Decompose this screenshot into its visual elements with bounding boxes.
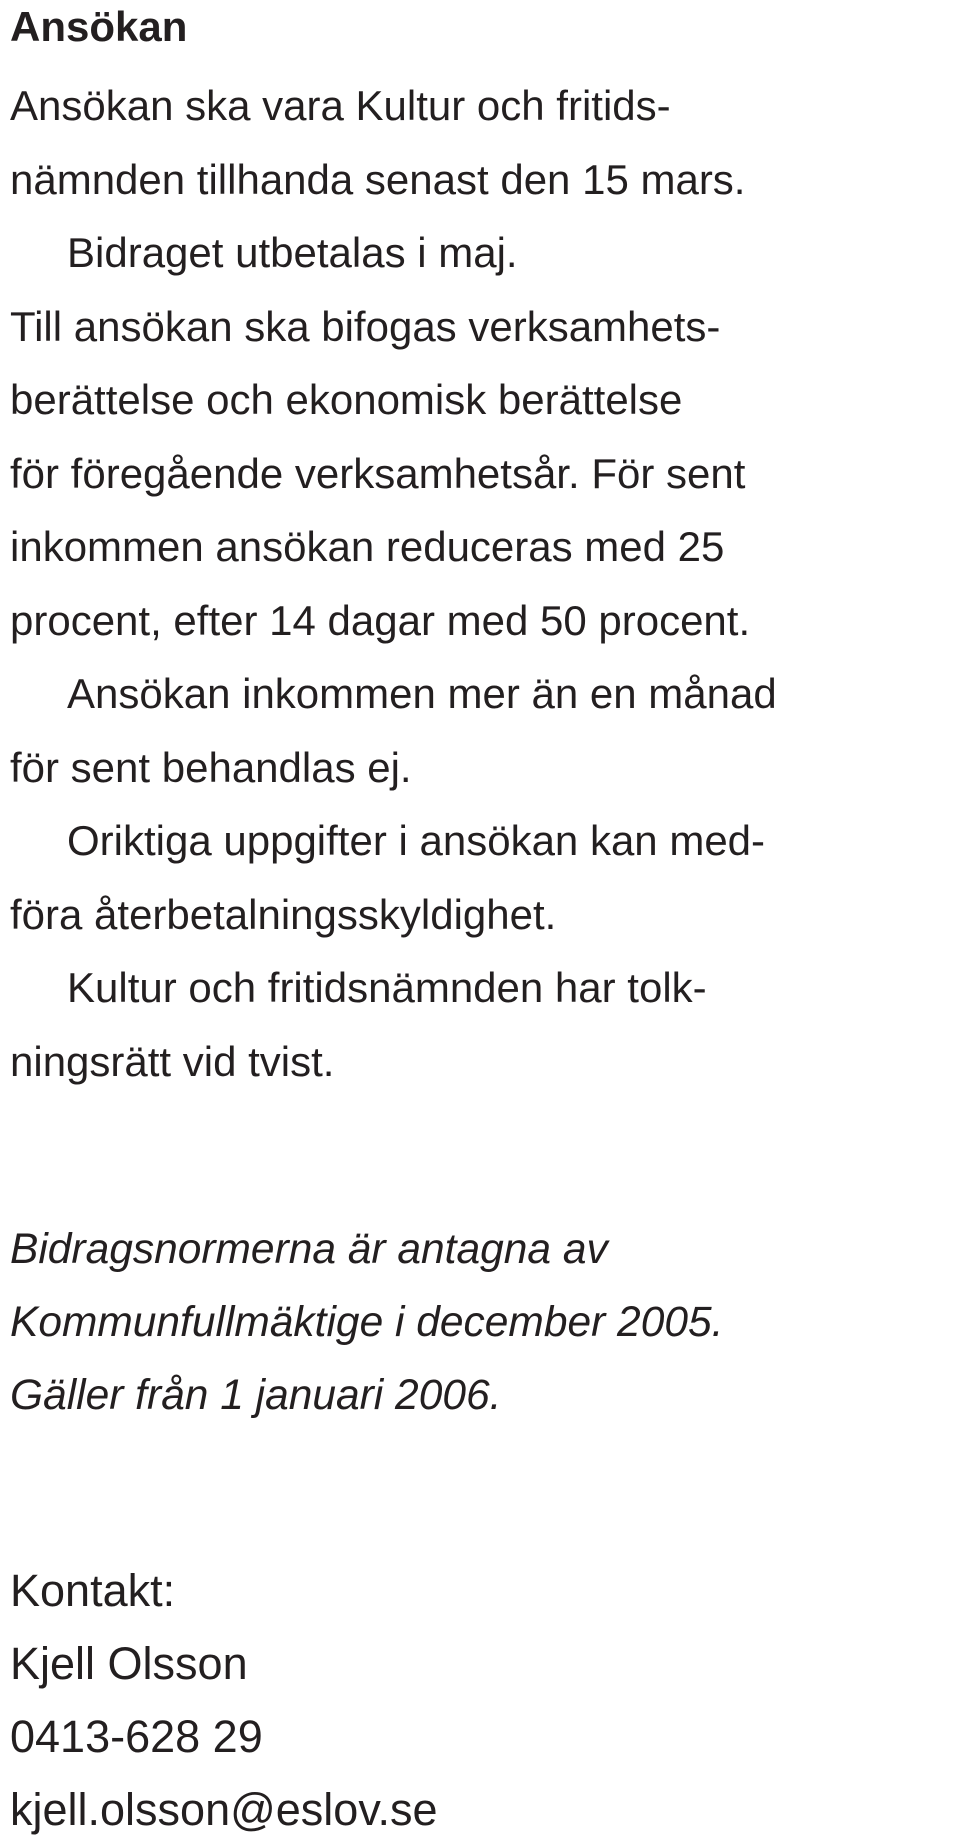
body-line: Bidraget utbetalas i maj. (67, 229, 518, 276)
body-line: för föregående verksamhetsår. För sent (10, 449, 746, 497)
note-line: Kommunfullmäktige i december 2005. (10, 1299, 724, 1346)
note-line: Gäller från 1 januari 2006. (10, 1372, 502, 1419)
body-line: inkommen ansökan reduceras med 25 (10, 523, 725, 570)
adoption-note (10, 1213, 723, 1432)
note-line: Bidragsnormerna är antagna av (10, 1226, 608, 1273)
contact-block (10, 1554, 438, 1846)
body-line: Kultur och fritidsnämnden har tolk- (67, 964, 707, 1011)
body-line: ningsrätt vid tvist. (10, 1037, 335, 1085)
body-line: Till ansökan ska bifogas verksamhets- (10, 302, 721, 350)
body-line: Ansökan inkommen mer än en månad (67, 670, 777, 717)
body-line: Oriktiga uppgifter i ansökan kan med- (67, 817, 766, 864)
body-line: procent, efter 14 dagar med 50 procent. (10, 596, 751, 644)
contact-email: kjell.olsson@eslov.se (10, 1784, 438, 1835)
body-text (10, 69, 777, 1098)
body-line: föra återbetalningsskyldighet. (10, 890, 557, 938)
contact-label: Kontakt: (10, 1565, 176, 1616)
body-line: berättelse och ekonomisk berättelse (10, 376, 683, 423)
contact-phone: 0413-628 29 (10, 1711, 263, 1762)
section-heading: Ansökan (10, 3, 188, 50)
body-line: Ansökan ska vara Kultur och fritids- (10, 82, 671, 129)
body-line: nämnden tillhanda senast den 15 mars. (10, 155, 746, 203)
contact-name: Kjell Olsson (10, 1638, 248, 1689)
body-line: för sent behandlas ej. (10, 743, 412, 791)
